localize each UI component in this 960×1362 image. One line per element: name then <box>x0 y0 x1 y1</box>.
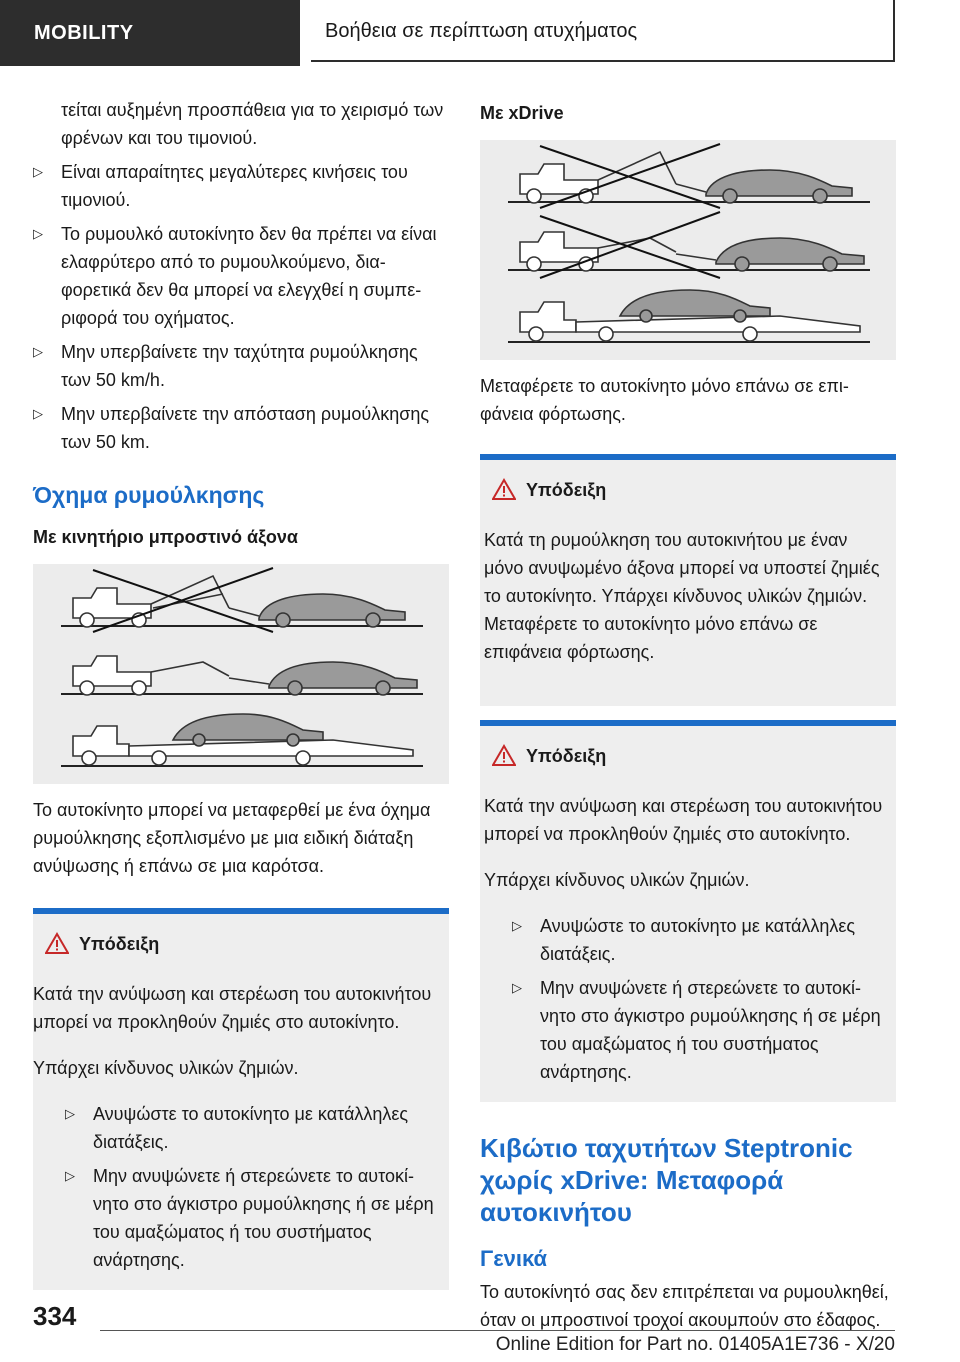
subsection-heading: Γενικά <box>480 1246 548 1271</box>
xdrive-towing-illustration <box>480 140 896 360</box>
list-item: ▷ Μην ανυψώνετε ή στερεώνετε το αυτοκίνητο στο άγκιστρο ρυμούλκησης ή σε μέρη του αμαξώματος ή του συστήματος ανάρτησης. <box>33 1162 449 1274</box>
xdrive-tow-trucks-drawing <box>480 140 896 360</box>
page-number: 334 <box>33 1301 77 1331</box>
left-column <box>33 96 449 1290</box>
figure-caption: Μεταφέρετε το αυτοκίνητο μόνο επάνω σε επιφάνεια φόρτωσης. <box>480 376 849 424</box>
note-text: Υπάρχει κίνδυνος υλικών ζημιών. <box>484 870 750 890</box>
triangle-bullet-icon: ▷ <box>65 1168 75 1183</box>
right-column <box>480 100 896 1334</box>
note-title: Υπόδειξη <box>33 930 449 958</box>
section-heading: Κιβώτιο ταχυτήτων Steptronic χωρίς xDrive: Μεταφορά αυτοκινήτου <box>480 1133 853 1227</box>
list-item: ▷ Μην ανυψώνετε ή στερεώνετε το αυτοκίνητο στο άγκιστρο ρυμούλκησης ή σε μέρη του αμαξώματος ή του συστήματος ανάρτησης. <box>480 974 896 1086</box>
subsection-heading: Με κινητήριο μπροστινό άξονα <box>33 527 298 547</box>
page-header <box>0 0 960 66</box>
section-heading: Όχημα ρυμούλκησης <box>33 482 265 508</box>
warning-icon <box>45 932 69 954</box>
triangle-bullet-icon: ▷ <box>512 918 522 933</box>
list-item: ▷ Μην υπερβαίνετε την ταχύτητα ρυμούλκησης των 50 km/h. <box>33 338 449 394</box>
tow-trucks-drawing <box>33 564 449 784</box>
list-item: ▷ Ανυψώστε το αυτοκίνητο με κατάλληλες διατάξεις. <box>480 912 896 968</box>
list-item: ▷ Είναι απαραίτητες μεγαλύτερες κινήσεις του τιμονιού. <box>33 158 449 214</box>
triangle-bullet-icon: ▷ <box>512 980 522 995</box>
triangle-bullet-icon: ▷ <box>33 406 43 421</box>
subsection-heading: Με xDrive <box>480 103 564 123</box>
list-item: ▷ Το ρυμουλκό αυτοκίνητο δεν θα πρέπει να είναι ελαφρύτερο από το ρυμουλκούμενο, διαφορετικά δεν θα μπορεί να ελεγχθεί η συμπεριφορά του οχήματος. <box>33 220 449 332</box>
triangle-bullet-icon: ▷ <box>33 164 43 179</box>
section-tab: MOBILITY <box>0 0 300 66</box>
figure-caption: Το αυτοκίνητο μπορεί να μεταφερθεί με ένα όχημα ρυμούλκησης εξοπλισμένο με μια ειδική διάταξη ανύψωσης ή επάνω σε μια καρότσα. <box>33 800 431 876</box>
warning-icon <box>492 478 516 500</box>
note-text: Κατά την ανύψωση και στερέωση του αυτοκινήτου μπορεί να προκληθούν ζημιές στο αυτοκίνητο. <box>484 796 883 844</box>
triangle-bullet-icon: ▷ <box>65 1106 75 1121</box>
paragraph: Το αυτοκίνητό σας δεν επιτρέπεται να ρυμουλκηθεί, όταν οι μπροστινοί τροχοί ακουμπούν στο έδαφος. <box>480 1282 889 1330</box>
warning-icon <box>492 744 516 766</box>
note-text: Κατά την ανύψωση και στερέωση του αυτοκινήτου μπορεί να προκληθούν ζημιές στο αυτοκίνητο. <box>33 984 432 1032</box>
footer-edition: Online Edition for Part no. 01405A1E736 - X/20 <box>495 1334 895 1355</box>
note-text: Κατά τη ρυμούλκηση του αυτοκινήτου με έναν μόνο ανυψωμένο άξονα μπορεί να υποστεί ζημιές το αυτοκίνητο. Υπάρχει κίνδυνος υλικών ζημιών. Μεταφέρετε το αυτοκίνητο μόνο επάνω σε επιφάνεια φόρτωσης. <box>484 530 880 662</box>
note-box <box>480 454 896 706</box>
triangle-bullet-icon: ▷ <box>33 226 43 241</box>
note-text: Υπάρχει κίνδυνος υλικών ζημιών. <box>33 1058 299 1078</box>
note-title: Υπόδειξη <box>480 476 896 504</box>
footer-divider <box>100 1330 895 1331</box>
note-title: Υπόδειξη <box>480 742 896 770</box>
note-box <box>33 908 449 1290</box>
intro-continuation: τείται αυξημένη προσπάθεια για το χειρισμό των φρένων και του τιμονιού. <box>61 100 444 148</box>
note-box <box>480 720 896 1102</box>
chapter-title: Βοήθεια σε περίπτωση ατυχήματος <box>311 0 895 62</box>
list-item: ▷ Μην υπερβαίνετε την απόσταση ρυμούλκησης των 50 km. <box>33 400 449 456</box>
triangle-bullet-icon: ▷ <box>33 344 43 359</box>
list-item: ▷ Ανυψώστε το αυτοκίνητο με κατάλληλες διατάξεις. <box>33 1100 449 1156</box>
towing-illustration <box>33 564 449 784</box>
